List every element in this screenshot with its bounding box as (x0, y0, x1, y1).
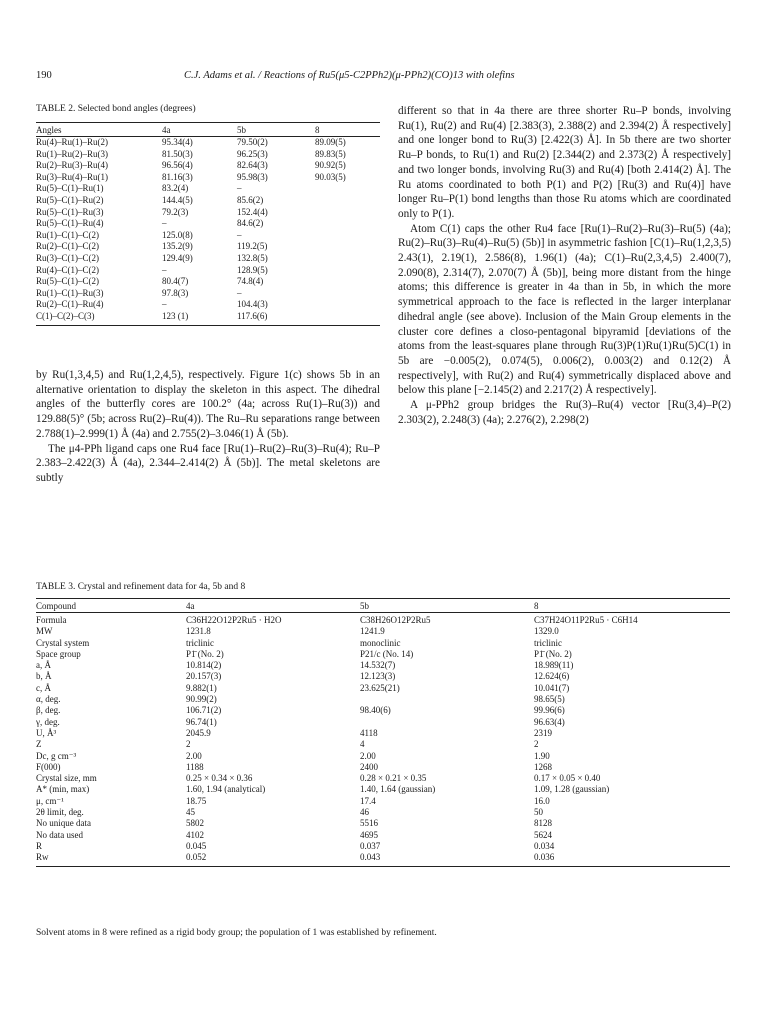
table-cell (315, 265, 380, 277)
table-cell: 2319 (534, 727, 552, 738)
table-cell: No unique data (36, 818, 91, 829)
table-cell: 1.09, 1.28 (gaussian) (534, 784, 610, 795)
table-cell: 0.034 (534, 840, 555, 851)
table-cell: 80.4(7) (162, 276, 189, 287)
table-row (36, 288, 380, 300)
table-cell (315, 218, 380, 230)
table-cell: P21/c (No. 14) (360, 648, 414, 659)
table-header-cell: 5b (360, 599, 534, 613)
table-cell: Ru(5)–C(1)–Ru(4) (36, 218, 104, 229)
table-cell: 12.624(6) (534, 671, 570, 682)
table-cell: 4695 (360, 829, 378, 840)
table-row (36, 784, 730, 795)
table-cell: – (162, 264, 167, 275)
table-cell: 98.40(6) (360, 705, 391, 716)
table-cell (315, 195, 380, 207)
table-header-cell: 8 (534, 599, 730, 613)
table2-caption: TABLE 2. Selected bond angles (degrees) (36, 104, 196, 114)
table-cell: 45 (186, 807, 195, 818)
table-cell: C36H22O12P2Ru5 · H2O (186, 615, 282, 625)
left-column-text (36, 368, 380, 486)
table-cell: 84.6(2) (237, 218, 264, 229)
table-cell (315, 230, 380, 242)
table-cell: Ru(5)–C(1)–Ru(3) (36, 206, 104, 217)
table-cell: Space group (36, 648, 81, 659)
table2-bond-angles (36, 122, 380, 326)
table-cell: – (162, 218, 167, 229)
table-cell: 81.50(3) (162, 148, 193, 159)
table-cell: 0.045 (186, 840, 207, 851)
table-cell (315, 299, 380, 311)
table-row (36, 160, 380, 172)
table-cell: 10.041(7) (534, 682, 570, 693)
table-cell: 95.98(3) (237, 171, 268, 182)
table-cell: C(1)–C(2)–C(3) (36, 311, 162, 325)
table-cell: 90.03(5) (315, 171, 346, 182)
table-cell: – (237, 183, 242, 194)
table-cell: 0.28 × 0.21 × 0.35 (360, 773, 427, 784)
table-row (36, 230, 380, 242)
table-row (36, 852, 730, 866)
table-row (36, 705, 730, 716)
table-cell: 106.71(2) (186, 705, 222, 716)
table-cell: Formula (36, 615, 67, 625)
table-cell: 10.814(2) (186, 660, 222, 671)
table-cell: 1.40, 1.64 (gaussian) (360, 784, 436, 795)
table-cell: Ru(2)–C(1)–C(2) (36, 241, 99, 252)
table-cell: 2400 (360, 761, 378, 772)
table-cell: Z (36, 739, 42, 750)
table-row (36, 299, 380, 311)
table-row (36, 276, 380, 288)
table-row (36, 613, 730, 627)
table-cell: 14.532(7) (360, 660, 396, 671)
table3-footnote: Solvent atoms in 8 were refined as a rigid body group; the population of 1 was established by refinement. (36, 928, 437, 938)
table-row (36, 751, 730, 762)
table-cell (315, 253, 380, 265)
table-row (36, 218, 380, 230)
table-cell: 89.09(5) (315, 137, 346, 147)
table-row (36, 818, 730, 829)
table-cell: triclinic (186, 637, 214, 648)
table-cell: Ru(1)–C(1)–C(2) (36, 229, 99, 240)
table-cell: 132.8(5) (237, 252, 268, 263)
table-cell: 96.25(3) (237, 148, 268, 159)
table-cell: 46 (360, 807, 369, 818)
table-cell: α, deg. (36, 694, 61, 705)
table-cell: 152.4(4) (237, 206, 268, 217)
table-row (36, 773, 730, 784)
table-cell (360, 694, 534, 705)
page-number: 190 (36, 70, 52, 81)
paragraph: A μ-PPh2 group bridges the Ru(3)–Ru(4) vector [Ru(3,4)–P(2) 2.303(2), 2.248(3) (4a); 2.276(2), 2.298(2) (398, 399, 731, 426)
table-cell: C38H26O12P2Ru5 (360, 615, 431, 625)
table-cell: Rw (36, 852, 186, 866)
table-cell: 23.625(21) (360, 682, 400, 693)
table-cell: 85.6(2) (237, 194, 264, 205)
table-cell: β, deg. (36, 705, 61, 716)
table-row (36, 796, 730, 807)
table-cell: 9.882(1) (186, 682, 217, 693)
table-cell: 18.75 (186, 795, 207, 806)
table-cell: 4102 (186, 829, 204, 840)
table-cell (315, 241, 380, 253)
table-row (36, 671, 730, 682)
table-row (36, 183, 380, 195)
table-header-cell: 4a (162, 123, 237, 137)
table3-crystal-data (36, 598, 730, 867)
table-row (36, 762, 730, 773)
table-row (36, 638, 730, 649)
table-cell: 0.052 (186, 852, 360, 866)
table-cell: 1.60, 1.94 (analytical) (186, 784, 266, 795)
table-cell: 4 (360, 739, 365, 750)
table-row (36, 739, 730, 750)
table-cell: 2.00 (360, 750, 376, 761)
table-cell: Dc, g cm⁻³ (36, 750, 77, 761)
table-cell: C37H24O11P2Ru5 · C6H14 (534, 615, 638, 625)
table-row (36, 807, 730, 818)
table-cell: 2θ limit, deg. (36, 807, 84, 818)
table-cell: No data used (36, 829, 83, 840)
table-cell (315, 311, 380, 325)
table-header-cell: 4a (186, 599, 360, 613)
table-header-cell: 8 (315, 123, 380, 137)
table-cell: 0.037 (360, 840, 381, 851)
table-cell: Crystal size, mm (36, 773, 97, 784)
table-cell: 50 (534, 807, 543, 818)
table-cell: 117.6(6) (237, 311, 315, 325)
table-cell: b, Å (36, 671, 52, 682)
table-cell: 2.00 (186, 750, 202, 761)
table-cell: γ, deg. (36, 716, 60, 727)
table-cell: 98.65(5) (534, 694, 565, 705)
table-cell: 18.989(11) (534, 660, 574, 671)
table-row (36, 195, 380, 207)
table-cell: 17.4 (360, 795, 376, 806)
table-row (36, 694, 730, 705)
table-cell: 79.50(2) (237, 137, 268, 147)
page-header (36, 70, 726, 86)
table-cell: Ru(4)–Ru(1)–Ru(2) (36, 137, 108, 147)
table-cell: 1329.0 (534, 626, 559, 637)
table-cell: monoclinic (360, 637, 401, 648)
table-cell: 79.2(3) (162, 206, 189, 217)
table-cell: A* (min, max) (36, 784, 90, 795)
table-cell: 2045.9 (186, 727, 211, 738)
table-row (36, 649, 730, 660)
table-cell: Ru(1)–C(1)–Ru(3) (36, 287, 104, 298)
table-cell: Crystal system (36, 637, 90, 648)
table-cell: 74.8(4) (237, 276, 264, 287)
table-header-cell: Compound (36, 599, 186, 613)
paragraph: Atom C(1) caps the other Ru4 face [Ru(1)–Ru(2)–Ru(3)–Ru(5) (4a); Ru(2)–Ru(3)–Ru(4)–Ru(5) (5b)] in asymmetric fashion [C(1)–Ru(1,2,3,5) 2.43(1), 2.19(1), 2.586(8), 1.96(1) (4a); C(1)–Ru(2,3,4,5) 2.400(7), 2.090(8), 2.314(7), 2.070(7) Å (5b)], being more distant from the hinge atoms; this difference is greater in 4a than in 5b, in which the more symmetrical approach to the face is reflected in the larger interplanar dihedral angle (see above). Inclusion of the Main Group elements in the cluster core defines a closo-pentagonal bipyramid [deviations of the atoms from the least-squares plane through Ru(3)P(1)Ru(1)Ru(5)C(1) in 5b are −0.005(2), 0.074(5), 0.006(2), 0.003(2) and 0.12(2) Å respectively], with Ru(2) and Ru(4) symmetrically displaced above and below this plane [−2.145(2) and 2.217(2) Å respectively]. (398, 222, 731, 397)
table-cell: 1268 (534, 761, 552, 772)
table-cell: 0.043 (360, 852, 534, 866)
table-cell (315, 183, 380, 195)
table-cell: 95.34(4) (162, 137, 193, 147)
table-cell: 144.4(5) (162, 194, 193, 205)
paragraph: by Ru(1,3,4,5) and Ru(1,2,4,5), respectively. Figure 1(c) shows 5b in an alternative orientation to display the skeleton in this aspect. The dihedral angles of the butterfly cores are 100.2° (4a; across Ru(1)–Ru(3)) and 129.88(5)° (5b; across Ru(2)–Ru(4)). The Ru–Ru separations range between 2.788(1)–2.999(1) Å (4a) and 2.755(2)–3.046(1) Å (5b). (36, 369, 380, 440)
table-header-cell: 5b (237, 123, 315, 137)
table-cell: Ru(1)–Ru(2)–Ru(3) (36, 148, 108, 159)
table-row (36, 172, 380, 184)
table-cell: 123 (1) (162, 311, 237, 325)
table-cell: 96.56(4) (162, 160, 193, 171)
table-cell: 99.96(6) (534, 705, 565, 716)
paragraph: different so that in 4a there are three shorter Ru–P bonds, involving Ru(1), Ru(2) and Ru(4) [2.383(3), 2.388(2) and 2.394(2) Å respectively] and one longer bond to Ru(3) [2.422(3) Å]. In 5b there are two shorter Ru–P bonds, to Ru(1) and Ru(2) [2.344(2) and 2.373(2) Å respectively] and two longer bonds, involving Ru(3) and Ru(4) [both 2.414(2) Å]. The Ru atoms coordinated to both P(1) and P(2) [Ru(3) and Ru(4)] have longer Ru–P(1) bond lengths than those Ru atoms which are coordinated only to P(1). (398, 105, 731, 220)
table-cell: 97.8(3) (162, 287, 189, 298)
table-cell: 129.4(9) (162, 252, 193, 263)
table-cell: 125.0(8) (162, 229, 193, 240)
table-cell: 96.63(4) (534, 716, 565, 727)
table-cell: triclinic (534, 637, 562, 648)
table-cell: Ru(5)–C(1)–C(2) (36, 276, 99, 287)
table-cell: Ru(5)–C(1)–Ru(2) (36, 194, 104, 205)
table-row (36, 841, 730, 852)
table-cell: c, Å (36, 682, 51, 693)
table-cell: – (237, 229, 242, 240)
table-cell: 5802 (186, 818, 204, 829)
table-cell: 4118 (360, 727, 378, 738)
table-cell: 81.16(3) (162, 171, 193, 182)
table3-caption: TABLE 3. Crystal and refinement data for 4a, 5b and 8 (36, 582, 246, 592)
table-cell: – (237, 287, 242, 298)
table-cell: Ru(5)–C(1)–Ru(1) (36, 183, 104, 194)
table-cell (360, 717, 534, 728)
table-row (36, 626, 730, 637)
table-cell: Ru(2)–C(1)–Ru(4) (36, 299, 104, 310)
table-row (36, 660, 730, 671)
running-head: C.J. Adams et al. / Reactions of Ru5(μ5-C2PPh2)(μ-PPh2)(CO)13 with olefins (184, 70, 515, 81)
table-cell: P1̄ (No. 2) (534, 648, 572, 659)
table-cell (315, 288, 380, 300)
paragraph: The μ4-PPh ligand caps one Ru4 face [Ru(1)–Ru(2)–Ru(3)–Ru(4); Ru–P 2.383–2.422(3) Å (4a), 2.344–2.414(2) Å (5b)]. The metal skeletons are subtly (36, 442, 380, 484)
table-row (36, 253, 380, 265)
table-cell: 0.25 × 0.34 × 0.36 (186, 773, 253, 784)
table-cell: 1188 (186, 761, 204, 772)
table-row (36, 728, 730, 739)
table-row (36, 207, 380, 219)
table-cell: 119.2(5) (237, 241, 268, 252)
table-cell: 90.99(2) (186, 694, 217, 705)
table-cell: MW (36, 626, 53, 637)
table-cell: 135.2(9) (162, 241, 193, 252)
table-cell: 12.123(3) (360, 671, 396, 682)
table-cell: 128.9(5) (237, 264, 268, 275)
table-cell: a, Å (36, 660, 51, 671)
table-row (36, 137, 380, 149)
table-cell: 1.90 (534, 750, 550, 761)
table-row (36, 717, 730, 728)
table-cell: 1231.8 (186, 626, 211, 637)
table-cell: P1̄ (No. 2) (186, 648, 224, 659)
table-cell: U, Å³ (36, 727, 57, 738)
table-row (36, 830, 730, 841)
table-cell: R (36, 840, 43, 851)
table-row (36, 149, 380, 161)
right-column-text (398, 104, 731, 427)
table-row (36, 311, 380, 325)
table-cell: 82.64(3) (237, 160, 268, 171)
table-cell: – (162, 299, 167, 310)
table-row (36, 265, 380, 277)
table-cell: 83.2(4) (162, 183, 189, 194)
table-cell: 5624 (534, 829, 552, 840)
table-cell: 104.4(3) (237, 299, 268, 310)
table-cell: 0.17 × 0.05 × 0.40 (534, 773, 601, 784)
table-cell: Ru(2)–Ru(3)–Ru(4) (36, 160, 108, 171)
table-cell: Ru(3)–Ru(4)–Ru(1) (36, 171, 108, 182)
table-cell (315, 207, 380, 219)
table-cell: 89.83(5) (315, 148, 346, 159)
table-cell: Ru(4)–C(1)–C(2) (36, 264, 99, 275)
table-cell: 1241.9 (360, 626, 385, 637)
table-cell: 20.157(3) (186, 671, 222, 682)
table-cell: Ru(3)–C(1)–C(2) (36, 252, 99, 263)
table-header-cell: Angles (36, 123, 162, 137)
table-row (36, 241, 380, 253)
table-cell: μ, cm⁻¹ (36, 795, 64, 806)
table-cell: 2 (534, 739, 539, 750)
table-cell: 2 (186, 739, 191, 750)
table-cell: 16.0 (534, 795, 550, 806)
table-cell: F(000) (36, 761, 61, 772)
table-cell: 90.92(5) (315, 160, 346, 171)
table-cell: 8128 (534, 818, 552, 829)
table-row (36, 683, 730, 694)
table-cell: 96.74(1) (186, 716, 217, 727)
table-cell (315, 276, 380, 288)
table-cell: 0.036 (534, 852, 730, 866)
table-cell: 5516 (360, 818, 378, 829)
